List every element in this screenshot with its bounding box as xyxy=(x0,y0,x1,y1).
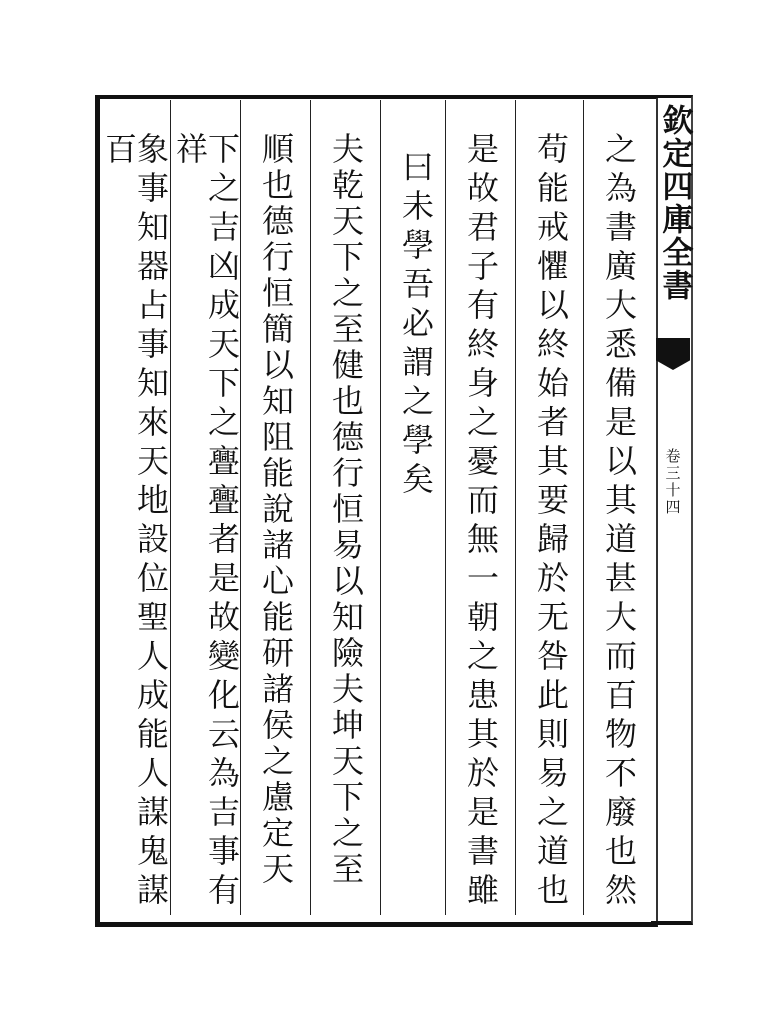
text-column-4 xyxy=(381,100,451,915)
column-text: 象事知器占事知來天地設位聖人成能人謀鬼謀百 xyxy=(100,132,170,912)
text-column-7 xyxy=(171,100,241,915)
volume-label xyxy=(652,448,692,568)
text-column-1 xyxy=(584,100,654,915)
column-text: 苟能戒懼以終始者其要歸於无咎此則易之道也 xyxy=(532,132,570,912)
text-column-2 xyxy=(516,100,586,915)
column-text: 之為書廣大悉備是以其道甚大而百物不廢也然 xyxy=(600,132,638,912)
text-column-6 xyxy=(241,100,311,915)
text-column-8 xyxy=(100,100,170,915)
volume-label-text: 卷三十四 xyxy=(663,448,682,516)
column-text: 下之吉凶成天下之亹亹者是故變化云為吉事有祥 xyxy=(171,132,241,912)
book-title xyxy=(652,98,696,338)
column-text: 曰未學吾必謂之學矣 xyxy=(397,150,435,501)
text-column-3 xyxy=(446,100,516,915)
column-text: 順也德行恒簡以知阻能說諸心能研諸侯之慮定天 xyxy=(257,132,295,888)
column-text: 是故君子有終身之憂而無一朝之患其於是書雖 xyxy=(462,132,500,912)
book-title-text: 欽定四庫全書 xyxy=(656,104,693,302)
column-text: 夫乾天下之至健也德行恒易以知險夫坤天下之至 xyxy=(327,132,365,888)
text-column-5 xyxy=(311,100,381,915)
